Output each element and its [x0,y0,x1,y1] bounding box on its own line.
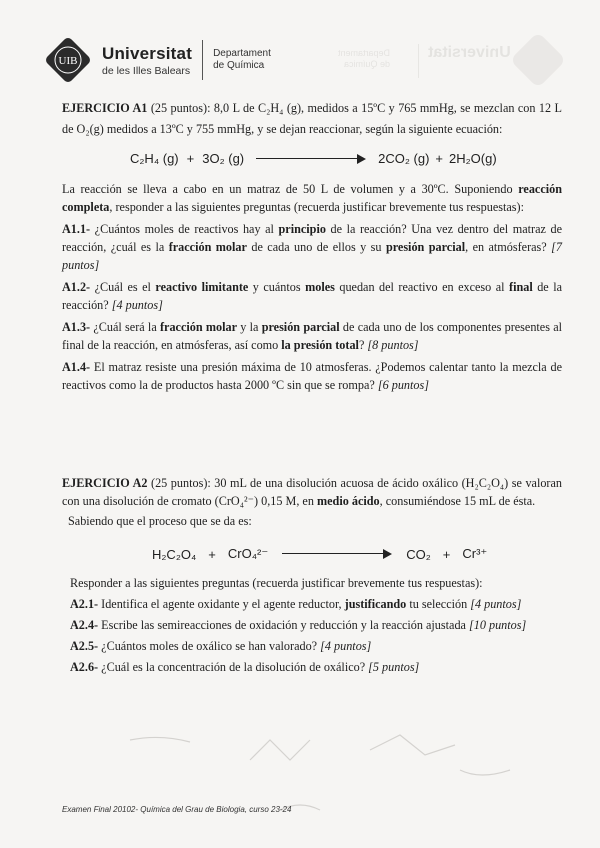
a1-eq-reactant1: C₂H₄ (g) [130,151,179,166]
a1-title: EJERCICIO A1 [62,101,148,115]
a1-questions [62,180,562,394]
a1-intro: EJERCICIO A1 (25 puntos): 8,0 L de C₂H₄ (g), medidos a 15ºC y 765 mmHg, se mezclan con 12 L de O₂(g) medidos a 13ºC y 755 mmHg, y se dejan reaccionar, según la siguiente ecuación: [62,101,562,136]
footer-text: Examen Final 20102- Química del Grau de Biologia, curso 23-24 [62,805,292,814]
exercise-a2 [62,474,562,530]
question-a2-1: A2.1- Identifica el agente oxidante y el agente reductor, justificando tu selección [4 puntos] [70,597,522,611]
exercise-a1 [62,98,562,140]
a2-equation [152,546,487,562]
a1-eq-reactant2: 3O₂ (g) [202,151,245,166]
a2-eq-reactant2: CrO₄²⁻ [227,546,269,561]
question-a2-6: A2.6- ¿Cuál es la concentración de la disolución de oxálico? [5 puntos] [70,660,420,674]
question-a1-1: A1.1- ¿Cuántos moles de reactivos hay al principio de la reacción? Una vez dentro del matraz de reacción, ¿cuál es la fracción molar de cada uno de ellos y su presión parcial, en atmósferas? [7 puntos] [62,222,562,272]
reaction-arrow-icon [256,154,366,164]
a1-eq-product2: 2H₂O(g) [449,151,497,166]
question-a2-5: A2.5- ¿Cuántos moles de oxálico se han valorado? [4 puntos] [70,639,372,653]
logo-text: UIB [58,55,78,67]
department-line2: de Química [213,60,265,71]
a1-eq-product1: 2CO₂ (g) [378,151,430,166]
header [42,34,271,86]
a2-intro-2: Sabiendo que el proceso que se da es: [68,514,252,528]
bleed-through-header: Departament de Química Universitat [338,40,568,80]
department-block [213,48,271,72]
a1-eq-plus2: + [435,151,443,166]
a2-eq-reactant1: H₂C₂O₄ [152,546,197,562]
a2-eq-plus2: + [442,546,451,562]
reaction-arrow-icon [282,549,392,559]
a2-eq-plus1: + [208,546,216,562]
a2-instructions: Responder a las siguientes preguntas (recuerda justificar brevemente tus respuestas): [70,576,483,590]
pencil-marks [120,720,540,840]
university-name-block [102,44,192,77]
a1-equation [130,151,497,166]
university-name: Universitat [102,43,193,63]
question-a1-2: A1.2- ¿Cuál es el reactivo limitante y cuántos moles quedan del reactivo en exceso al final de la reacción? [4 puntos] [62,280,562,312]
a2-title: EJERCICIO A2 [62,476,148,490]
a2-eq-product1: CO₂ [406,546,431,562]
a2-questions [70,574,562,676]
question-a1-4: A1.4- El matraz resiste una presión máxima de 10 atmosferas. ¿Podemos calentar tanto la mezcla de reactivos como la de productos hasta 2000 ºC sin que se rompa? [6 puntos] [62,360,562,392]
university-sub: de les Illes Balears [102,64,191,77]
department-line1: Departament [213,48,271,59]
a2-eq-product2: Cr³⁺ [462,546,488,561]
a2-intro: EJERCICIO A2 (25 puntos): 30 mL de una disolución acuosa de ácido oxálico (H₂C₂O₄) se valoran con una disolución de cromato (CrO₄²⁻) 0,15 M, en medio ácido, consumiéndose 15 mL de ésta. [62,476,562,508]
uib-logo-icon [42,34,94,86]
question-a1-3: A1.3- ¿Cuál será la fracción molar y la presión parcial de cada uno de los componentes presentes al final de la reacción, en atmósferas, así como la presión total? [8 puntos] [62,320,563,352]
question-a2-4: A2.4- Escribe las semireacciones de oxidación y reducción y la reacción ajustada [10 puntos] [70,618,527,632]
a1-eq-plus1: + [186,151,195,166]
a1-context: La reacción se lleva a cabo en un matraz de 50 L de volumen y a 30ºC. Suponiendo reacción completa, responder a las siguientes preguntas (recuerda justificar brevemente tus respuestas): [62,182,562,214]
header-divider [202,40,203,80]
